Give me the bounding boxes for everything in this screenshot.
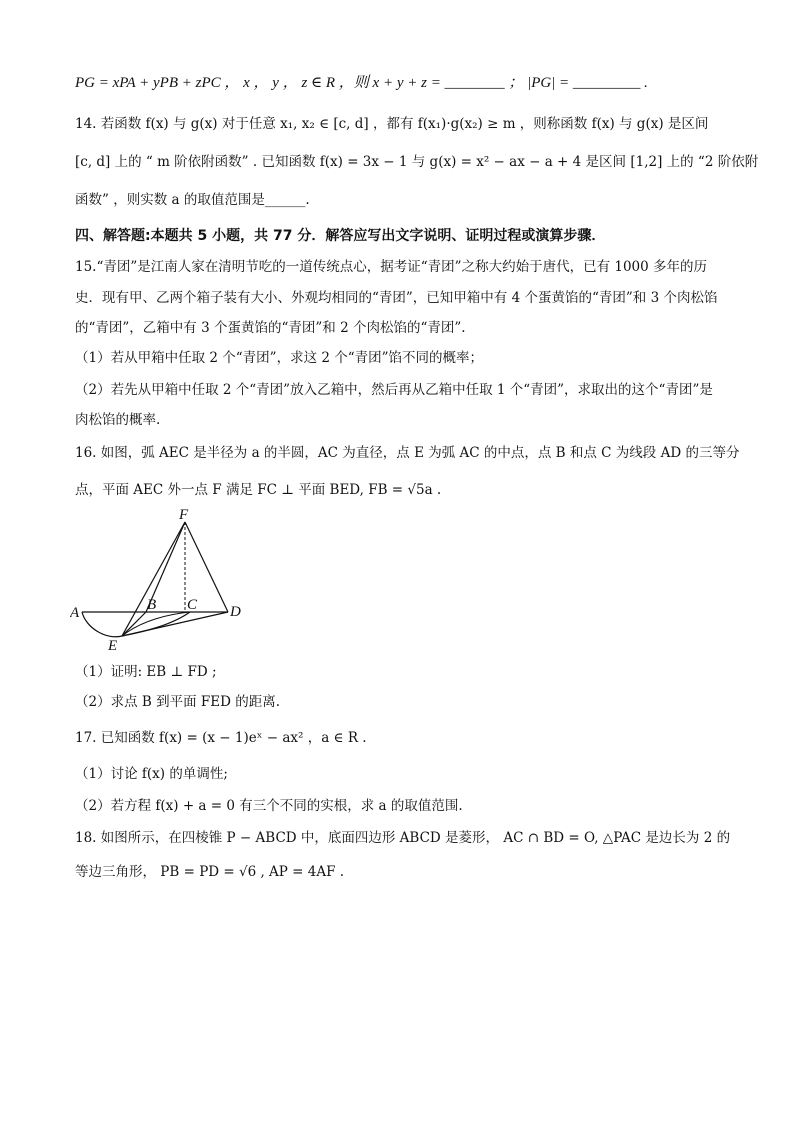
label-b: B bbox=[147, 597, 157, 613]
problem-15-line-2: 史．现有甲、乙两个箱子装有大小、外观均相同的“青团”，已知甲箱中有 4 个蛋黄馅的“青团”和 3 个肉松馅 bbox=[75, 290, 718, 306]
problem-18-line-2: 等边三角形， PB = PD = √6 , AP = 4AF . bbox=[75, 864, 345, 880]
problem-15-part-2-cont: 肉松馅的概率. bbox=[75, 412, 161, 428]
problem-14-line-1: 14. 若函数 f(x) 与 g(x) 对于任意 x₁, x₂ ∈ [c, d] ，都有 f(x₁)·g(x₂) ≥ m ，则称函数 f(x) 与 g(x) 是区间 bbox=[75, 116, 709, 132]
geometry-figure bbox=[70, 508, 250, 656]
arc-ec bbox=[122, 612, 190, 636]
section-heading: 四、解答题:本题共 5 小题，共 77 分．解答应写出文字说明、证明过程或演算步骤． bbox=[75, 228, 606, 244]
problem-14-line-2: [c, d] 上的 “ m 阶依附函数” . 已知函数 f(x) = 3x − 1 与 g(x) = x² − ax − a + 4 是区间 [1,2] 上的 “2 阶依附 bbox=[75, 154, 759, 170]
problem-18-line-1: 18. 如图所示，在四棱锥 P − ABCD 中，底面四边形 ABCD 是菱形， AC ∩ BD = O, △PAC 是边长为 2 的 bbox=[75, 830, 731, 846]
label-f: F bbox=[179, 508, 189, 523]
label-c: C bbox=[187, 597, 198, 613]
problem-13-tail: PG = xPA + yPB + zPC ， x ， y ， z ∈ R ，则 x + y + z = ________ ； |PG| = _________ . bbox=[75, 75, 648, 91]
problem-15-part-1: （1）若从甲箱中任取 2 个“青团”，求这 2 个“青团”馅不同的概率； bbox=[75, 350, 484, 366]
problem-17-part-1: （1）讨论 f(x) 的单调性; bbox=[75, 766, 228, 782]
problem-16-part-1: （1）证明: EB ⊥ FD ; bbox=[75, 664, 217, 680]
label-e: E bbox=[108, 638, 118, 654]
problem-16-line-2: 点，平面 AEC 外一点 F 满足 FC ⊥ 平面 BED, FB = √5a . bbox=[75, 482, 442, 498]
problem-16-line-1: 16. 如图，弧 AEC 是半径为 a 的半圆，AC 为直径，点 E 为弧 AC 的中点，点 B 和点 C 为线段 AD 的三等分 bbox=[75, 445, 740, 461]
problem-14-line-3: 函数” ，则实数 a 的取值范围是______. bbox=[75, 192, 310, 208]
problem-15-part-2: （2）若先从甲箱中任取 2 个“青团”放入乙箱中，然后再从乙箱中任取 1 个“青团”，求取出的这个“青团”是 bbox=[75, 382, 713, 398]
problem-16-part-2: （2）求点 B 到平面 FED 的距离. bbox=[75, 694, 281, 710]
problem-15-line-3: 的“青团”，乙箱中有 3 个蛋黄馅的“青团”和 2 个肉松馅的“青团”. bbox=[75, 320, 466, 336]
segment-ed bbox=[122, 612, 228, 636]
problem-15-line-1: 15.“青团”是江南人家在清明节吃的一道传统点心，据考证“青团”之称大约始于唐代，已有 1000 多年的历 bbox=[75, 259, 708, 275]
problem-17-part-2: （2）若方程 f(x) + a = 0 有三个不同的实根，求 a 的取值范围. bbox=[75, 798, 463, 814]
label-a: A bbox=[70, 605, 80, 621]
problem-17-stem: 17. 已知函数 f(x) = (x − 1)eˣ − ax² ，a ∈ R . bbox=[75, 730, 367, 746]
label-d: D bbox=[230, 604, 241, 620]
